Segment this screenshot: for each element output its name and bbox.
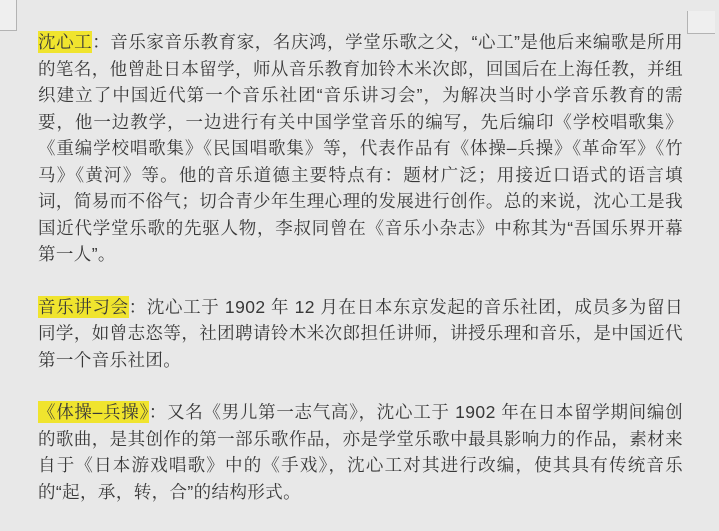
page-corner-mark-left [0,0,17,31]
highlighted-term: 《体操–兵操》 [38,402,149,422]
highlighted-term: 音乐讲习会 [38,296,129,317]
paragraph-shenxingong [38,29,683,268]
paragraph-text: ：又名《男儿第一志气高》，沈心工于 1902 年在日本留学期间编创的歌曲，是其创作的第一部乐歌作品，亦是学堂乐歌中最具影响力的作品，素材来自于《日本游戏唱歌》中的《手戏》，沈心工对其进行改编，使其具有传统音乐的“起，承，转，合”的结构形式。 [38,402,683,502]
highlighted-term: 沈心工 [38,32,93,52]
document-body [38,29,683,531]
page-corner-mark-right [687,11,715,34]
paragraph-text: ：音乐家音乐教育家，名庆鸿，学堂乐歌之父，“心工”是他后来编歌是所用的笔名，他曾赴日本留学，师从音乐教育加铃木米次郎，回国后在上海任教，并组织建立了中国近代第一个音乐社团“音乐讲习会”，为解决当时小学音乐教育的需要，他一边教学，一边进行有关中国学堂音乐的编写，先后编印《学校唱歌集》《重编学校唱歌集》《民国唱歌集》等，代表作品有《体操–兵操》《革命军》《竹马》《黄河》等。他的音乐道德主要特点有：题材广泛；用接近口语式的语言填词，简易而不俗气；切合青少年生理心理的发展进行创作。总的来说，沈心工是我国近代学堂乐歌的先驱人物，李叔同曾在《音乐小杂志》中称其为“吾国乐界开幕第一人”。 [38,32,683,264]
paragraph-yinyuejiangxihui [38,294,683,374]
paragraph-ticaobingcao [38,399,683,505]
paragraph-text: ：沈心工于 1902 年 12 月在日本东京发起的音乐社团，成员多为留日同学，如曾志恣等，社团聘请铃木米次郎担任讲师，讲授乐理和音乐，是中国近代第一个音乐社团。 [38,296,683,370]
